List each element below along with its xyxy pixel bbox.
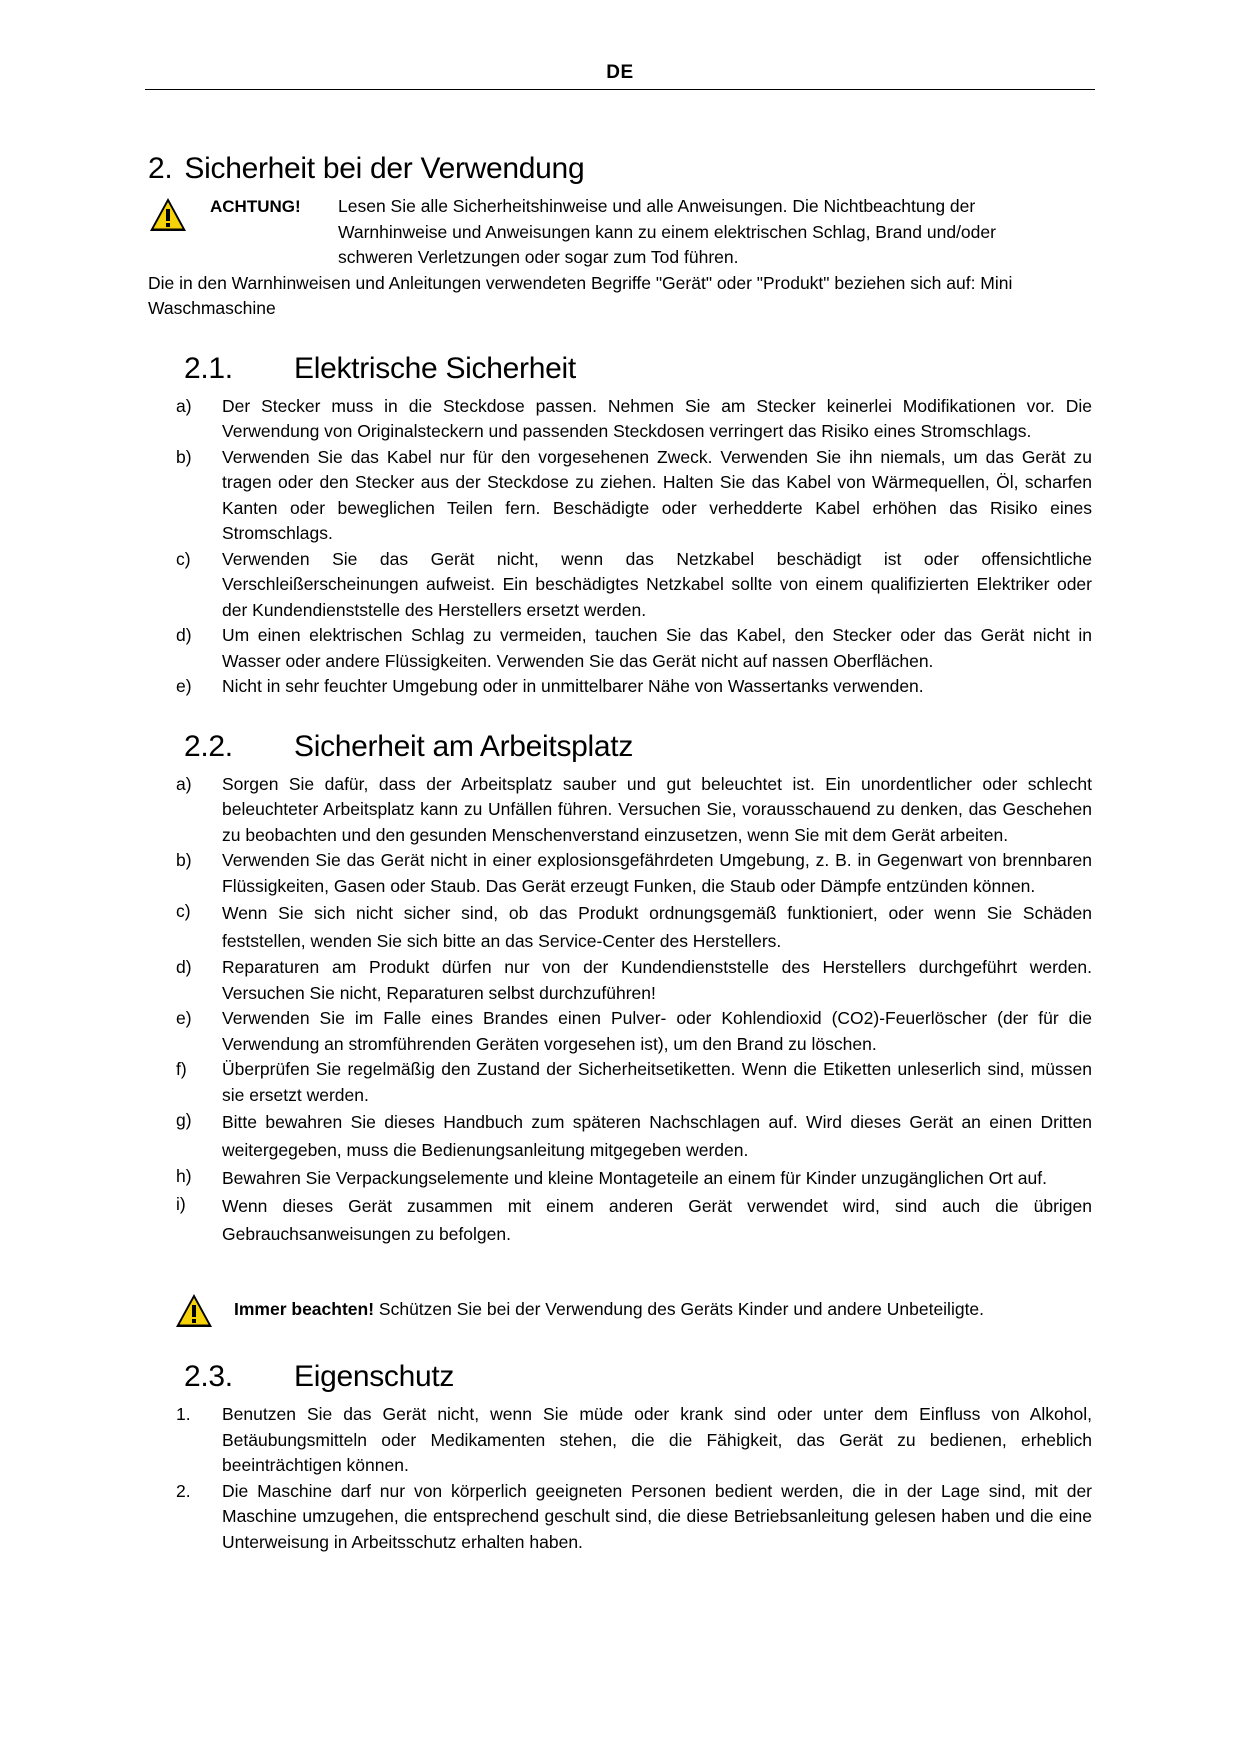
- list-item-text: Verwenden Sie das Kabel nur für den vorgesehenen Zweck. Verwenden Sie ihn niemals, um das Gerät zu tragen oder den Stecker aus der Steckdose zu ziehen. Halten Sie das Kabel von Wärmequellen, Öl, scharfen Kanten oder beweglichen Teilen fern. Beschädigte oder verhedderte Kabel erhöhen das Risiko eines Stromschlags.: [222, 446, 1092, 543]
- section-title: [148, 150, 1092, 188]
- list-marker: b): [176, 446, 192, 467]
- list-item-text: Verwenden Sie im Falle eines Brandes einen Pulver- oder Kohlendioxid (CO2)-Feuerlöscher (der für die Verwendung an stromführenden Geräten vorgesehen ist), um den Brand zu löschen.: [222, 1008, 1092, 1054]
- achtung-label: ACHTUNG!: [210, 197, 301, 216]
- list-marker: i): [176, 1194, 186, 1214]
- list-item-text: Bewahren Sie Verpackungselemente und kleine Montageteile an einem für Kinder unzugänglichen Ort auf.: [222, 1168, 1047, 1188]
- list-marker: b): [176, 850, 192, 870]
- subsection-title-self-protection: [184, 1358, 1092, 1396]
- warning-triangle-icon: [174, 1292, 214, 1330]
- notice-text: [234, 1297, 984, 1323]
- list-marker: e): [176, 1008, 192, 1028]
- achtung-text: Lesen Sie alle Sicherheitshinweise und alle Anweisungen. Die Nichtbeachtung der Warnhinweise und Anweisungen kann zu einem elektrischen Schlag, Brand und/oder schweren Verletzungen oder sogar zum Tod führen.: [338, 196, 996, 267]
- section-number: 2.: [148, 152, 173, 185]
- list-item: [148, 1192, 1092, 1248]
- subsection-number: 2.1.: [184, 351, 233, 385]
- page-header-language: DE: [606, 62, 634, 83]
- notice-body: Schützen Sie bei der Verwendung des Geräts Kinder und andere Unbeteiligte.: [374, 1299, 985, 1320]
- list-marker: d): [176, 957, 192, 977]
- list-item: [148, 772, 1092, 849]
- self-protection-list: [148, 1402, 1092, 1555]
- header-divider: [145, 89, 1095, 90]
- subsection-title-workplace: [184, 728, 1092, 766]
- list-marker: f): [176, 1059, 187, 1079]
- list-item: [148, 899, 1092, 955]
- subsection-title-text: Elektrische Sicherheit: [294, 351, 576, 385]
- section-title-text: Sicherheit bei der Verwendung: [184, 152, 585, 185]
- list-item-text: Um einen elektrischen Schlag zu vermeiden, tauchen Sie das Kabel, den Stecker oder das Gerät nicht in Wasser oder andere Flüssigkeiten. Verwenden Sie das Gerät nicht auf nassen Oberflächen.: [222, 625, 1092, 671]
- subsection-title-text: Eigenschutz: [294, 1360, 455, 1393]
- list-item-text: Die Maschine darf nur von körperlich geeigneten Personen bedient werden, die in der Lage sind, mit der Maschine umzugehen, die entsprechend geschult sind, die diese Betriebsanleitung gelesen haben und die eine Unterweisung in Arbeitsschutz erhalten haben.: [222, 1480, 1092, 1552]
- warning-triangle-icon: [148, 196, 188, 234]
- list-marker: a): [176, 395, 192, 416]
- list-item-text: Wenn Sie sich nicht sicher sind, ob das Produkt ordnungsgemäß funktioniert, oder wenn Sie Schäden feststellen, wenden Sie sich bitte an das Service-Center des Herstellers.: [222, 903, 1092, 951]
- list-item: [148, 1006, 1092, 1057]
- workplace-safety-list: [148, 772, 1092, 1249]
- list-item-text: Nicht in sehr feuchter Umgebung oder in unmittelbarer Nähe von Wassertanks verwenden.: [222, 676, 924, 696]
- list-item: [148, 848, 1092, 899]
- list-item: [148, 674, 1092, 700]
- list-item-text: Benutzen Sie das Gerät nicht, wenn Sie müde oder krank sind oder unter dem Einfluss von Alkohol, Betäubungsmitteln oder Medikamenten stehen, die die Fähigkeit, das Gerät zu bedienen, erheblich beeinträchtigen können.: [222, 1404, 1092, 1475]
- list-item-text: Verwenden Sie das Gerät nicht, wenn das Netzkabel beschädigt ist oder offensichtliche Verschleißerscheinungen aufweist. Ein beschädigtes Netzkabel sollte von einem qualifizierten Elektriker oder der Kundendienststelle des Herstellers ersetzt werden.: [222, 548, 1092, 620]
- always-observe-notice: [174, 1290, 1092, 1330]
- list-item: [148, 1402, 1092, 1479]
- subsection-title-electrical: [184, 350, 1092, 388]
- list-marker: 2.: [176, 1480, 191, 1501]
- list-item: [148, 394, 1092, 445]
- list-item-text: Reparaturen am Produkt dürfen nur von der Kundendienststelle des Herstellers durchgeführt werden. Versuchen Sie nicht, Reparaturen selbst durchzuführen!: [222, 957, 1092, 1003]
- list-marker: a): [176, 773, 192, 794]
- list-item: [148, 623, 1092, 674]
- list-marker: 1.: [176, 1404, 191, 1424]
- notice-bold-label: Immer beachten!: [234, 1299, 375, 1320]
- electrical-safety-list: [148, 394, 1092, 700]
- list-item-text: Überprüfen Sie regelmäßig den Zustand der Sicherheitsetiketten. Wenn die Etiketten unleserlich sind, müssen sie ersetzt werden.: [222, 1059, 1092, 1105]
- list-marker: d): [176, 625, 192, 645]
- list-item-text: Verwenden Sie das Gerät nicht in einer explosionsgefährdeten Umgebung, z. B. in Gegenwart von brennbaren Flüssigkeiten, Gasen oder Staub. Das Gerät erzeugt Funken, die Staub oder Dämpfe entzünden können.: [222, 850, 1092, 896]
- list-item-text: Der Stecker muss in die Steckdose passen. Nehmen Sie am Stecker keinerlei Modifikationen vor. Die Verwendung von Originalsteckern und passenden Steckdosen verringert das Risiko eines Stromschlags.: [222, 395, 1092, 441]
- list-marker: h): [176, 1166, 192, 1186]
- achtung-warning: [148, 194, 1092, 271]
- list-item: [148, 1108, 1092, 1164]
- list-item: [148, 547, 1092, 624]
- list-marker: g): [176, 1110, 192, 1130]
- list-item: [148, 1164, 1092, 1192]
- list-item: [148, 1479, 1092, 1556]
- document-body: [148, 150, 1092, 1555]
- list-item: [148, 1057, 1092, 1108]
- list-marker: c): [176, 901, 191, 921]
- intro-paragraph: Die in den Warnhinweisen und Anleitungen verwendeten Begriffe "Gerät" oder "Produkt" beziehen sich auf: Mini Waschmaschine: [148, 272, 1013, 318]
- list-item-text: Bitte bewahren Sie dieses Handbuch zum späteren Nachschlagen auf. Wird dieses Gerät an einen Dritten weitergegeben, muss die Bedienungsanleitung mitgegeben werden.: [222, 1112, 1092, 1160]
- list-item-text: Wenn dieses Gerät zusammen mit einem anderen Gerät verwendet wird, sind auch die übrigen Gebrauchsanweisungen zu befolgen.: [222, 1196, 1092, 1244]
- list-item-text: Sorgen Sie dafür, dass der Arbeitsplatz sauber und gut beleuchtet ist. Ein unordentlicher oder schlecht beleuchteter Arbeitsplatz kann zu Unfällen führen. Versuchen Sie, vorausschauend zu denken, das Geschehen zu beobachten und den gesunden Menschenverstand einzusetzen, wenn Sie mit dem Gerät arbeiten.: [222, 773, 1092, 845]
- list-marker: e): [176, 676, 192, 696]
- subsection-title-text: Sicherheit am Arbeitsplatz: [294, 729, 634, 763]
- list-item: [148, 955, 1092, 1006]
- subsection-number: 2.2.: [184, 729, 233, 763]
- list-marker: c): [176, 548, 191, 569]
- subsection-number: 2.3.: [184, 1360, 233, 1393]
- list-item: [148, 445, 1092, 547]
